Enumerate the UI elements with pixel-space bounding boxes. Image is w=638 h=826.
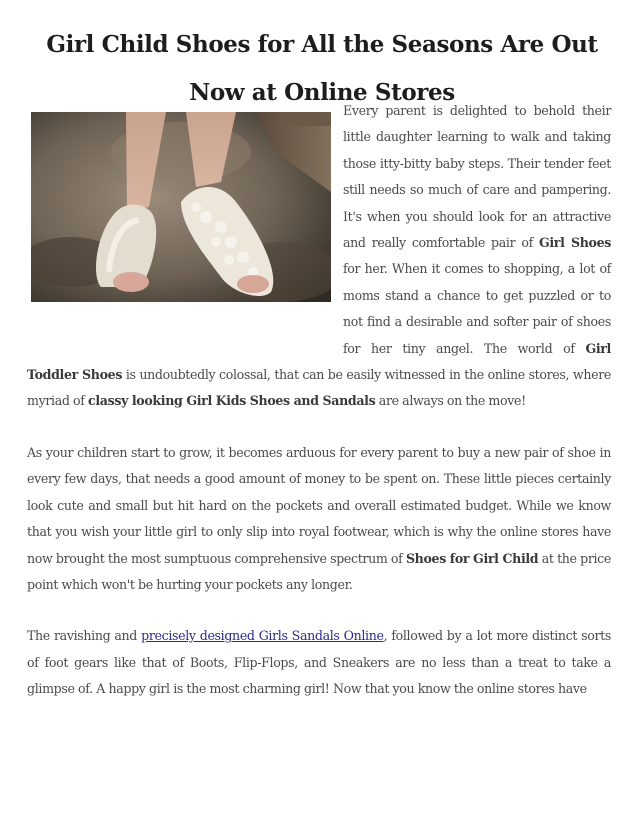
article-body <box>27 98 611 728</box>
paragraph-text: Every parent is delighted to behold their little daughter learning to walk and taking those itty-bitty baby steps. Their tender feet still needs so much of care and pampering. It's when you should look for an attractive and really comfortable pair of <box>343 103 611 251</box>
paragraph-text: , followed by a lot more distinct sorts of foot gears like that of Boots, Flip-Flops, and Sneakers are no less than a treat to take a glimpse of. A happy girl is the most charming girl! Now that you know the online stores have <box>27 628 611 697</box>
image-wrap-spacer <box>27 98 343 362</box>
paragraph-text: The ravishing and <box>27 628 142 644</box>
keyword-girl-toddler-shoes: Girl Toddler Shoes <box>27 340 611 383</box>
paragraph-text: for her. When it comes to shopping, a lot of moms stand a chance to get puzzled or to not find a desirable and softer pair of shoes for her tiny angel. The world of <box>343 261 611 356</box>
paragraph-text: As your children start to grow, it becomes arduous for every parent to buy a new pair of shoe in every few days, that needs a good amount of money to be spent on. These little pieces certainly look cute and small but hit hard on the pockets and overall estimated budget. While we know that you wish your little girl to only slip into royal footwear, which is why the online stores have now brought the most sumptuous comprehensive spectrum of <box>27 444 611 566</box>
paragraph-text: are always on the move! <box>375 393 526 409</box>
keyword-classy-shoes: classy looking Girl Kids Shoes and Sandals <box>88 393 376 409</box>
paragraph-text: is undoubtedly colossal, that can be easily witnessed in the online stores, where myriad of <box>27 367 611 409</box>
paragraph-3 <box>27 623 611 702</box>
page-title: Girl Child Shoes for All the Seasons Are Out Now at Online Stores <box>46 31 598 107</box>
keyword-girl-shoes: Girl Shoes <box>538 235 611 251</box>
paragraph-2 <box>27 440 611 598</box>
keyword-shoes-for-girl-child: Shoes for Girl Child <box>405 550 539 566</box>
girls-sandals-online-link[interactable]: precisely designed Girls Sandals Online <box>141 628 384 644</box>
paragraph-text: at the price point which won't be hurting your pockets any longer. <box>27 550 611 592</box>
